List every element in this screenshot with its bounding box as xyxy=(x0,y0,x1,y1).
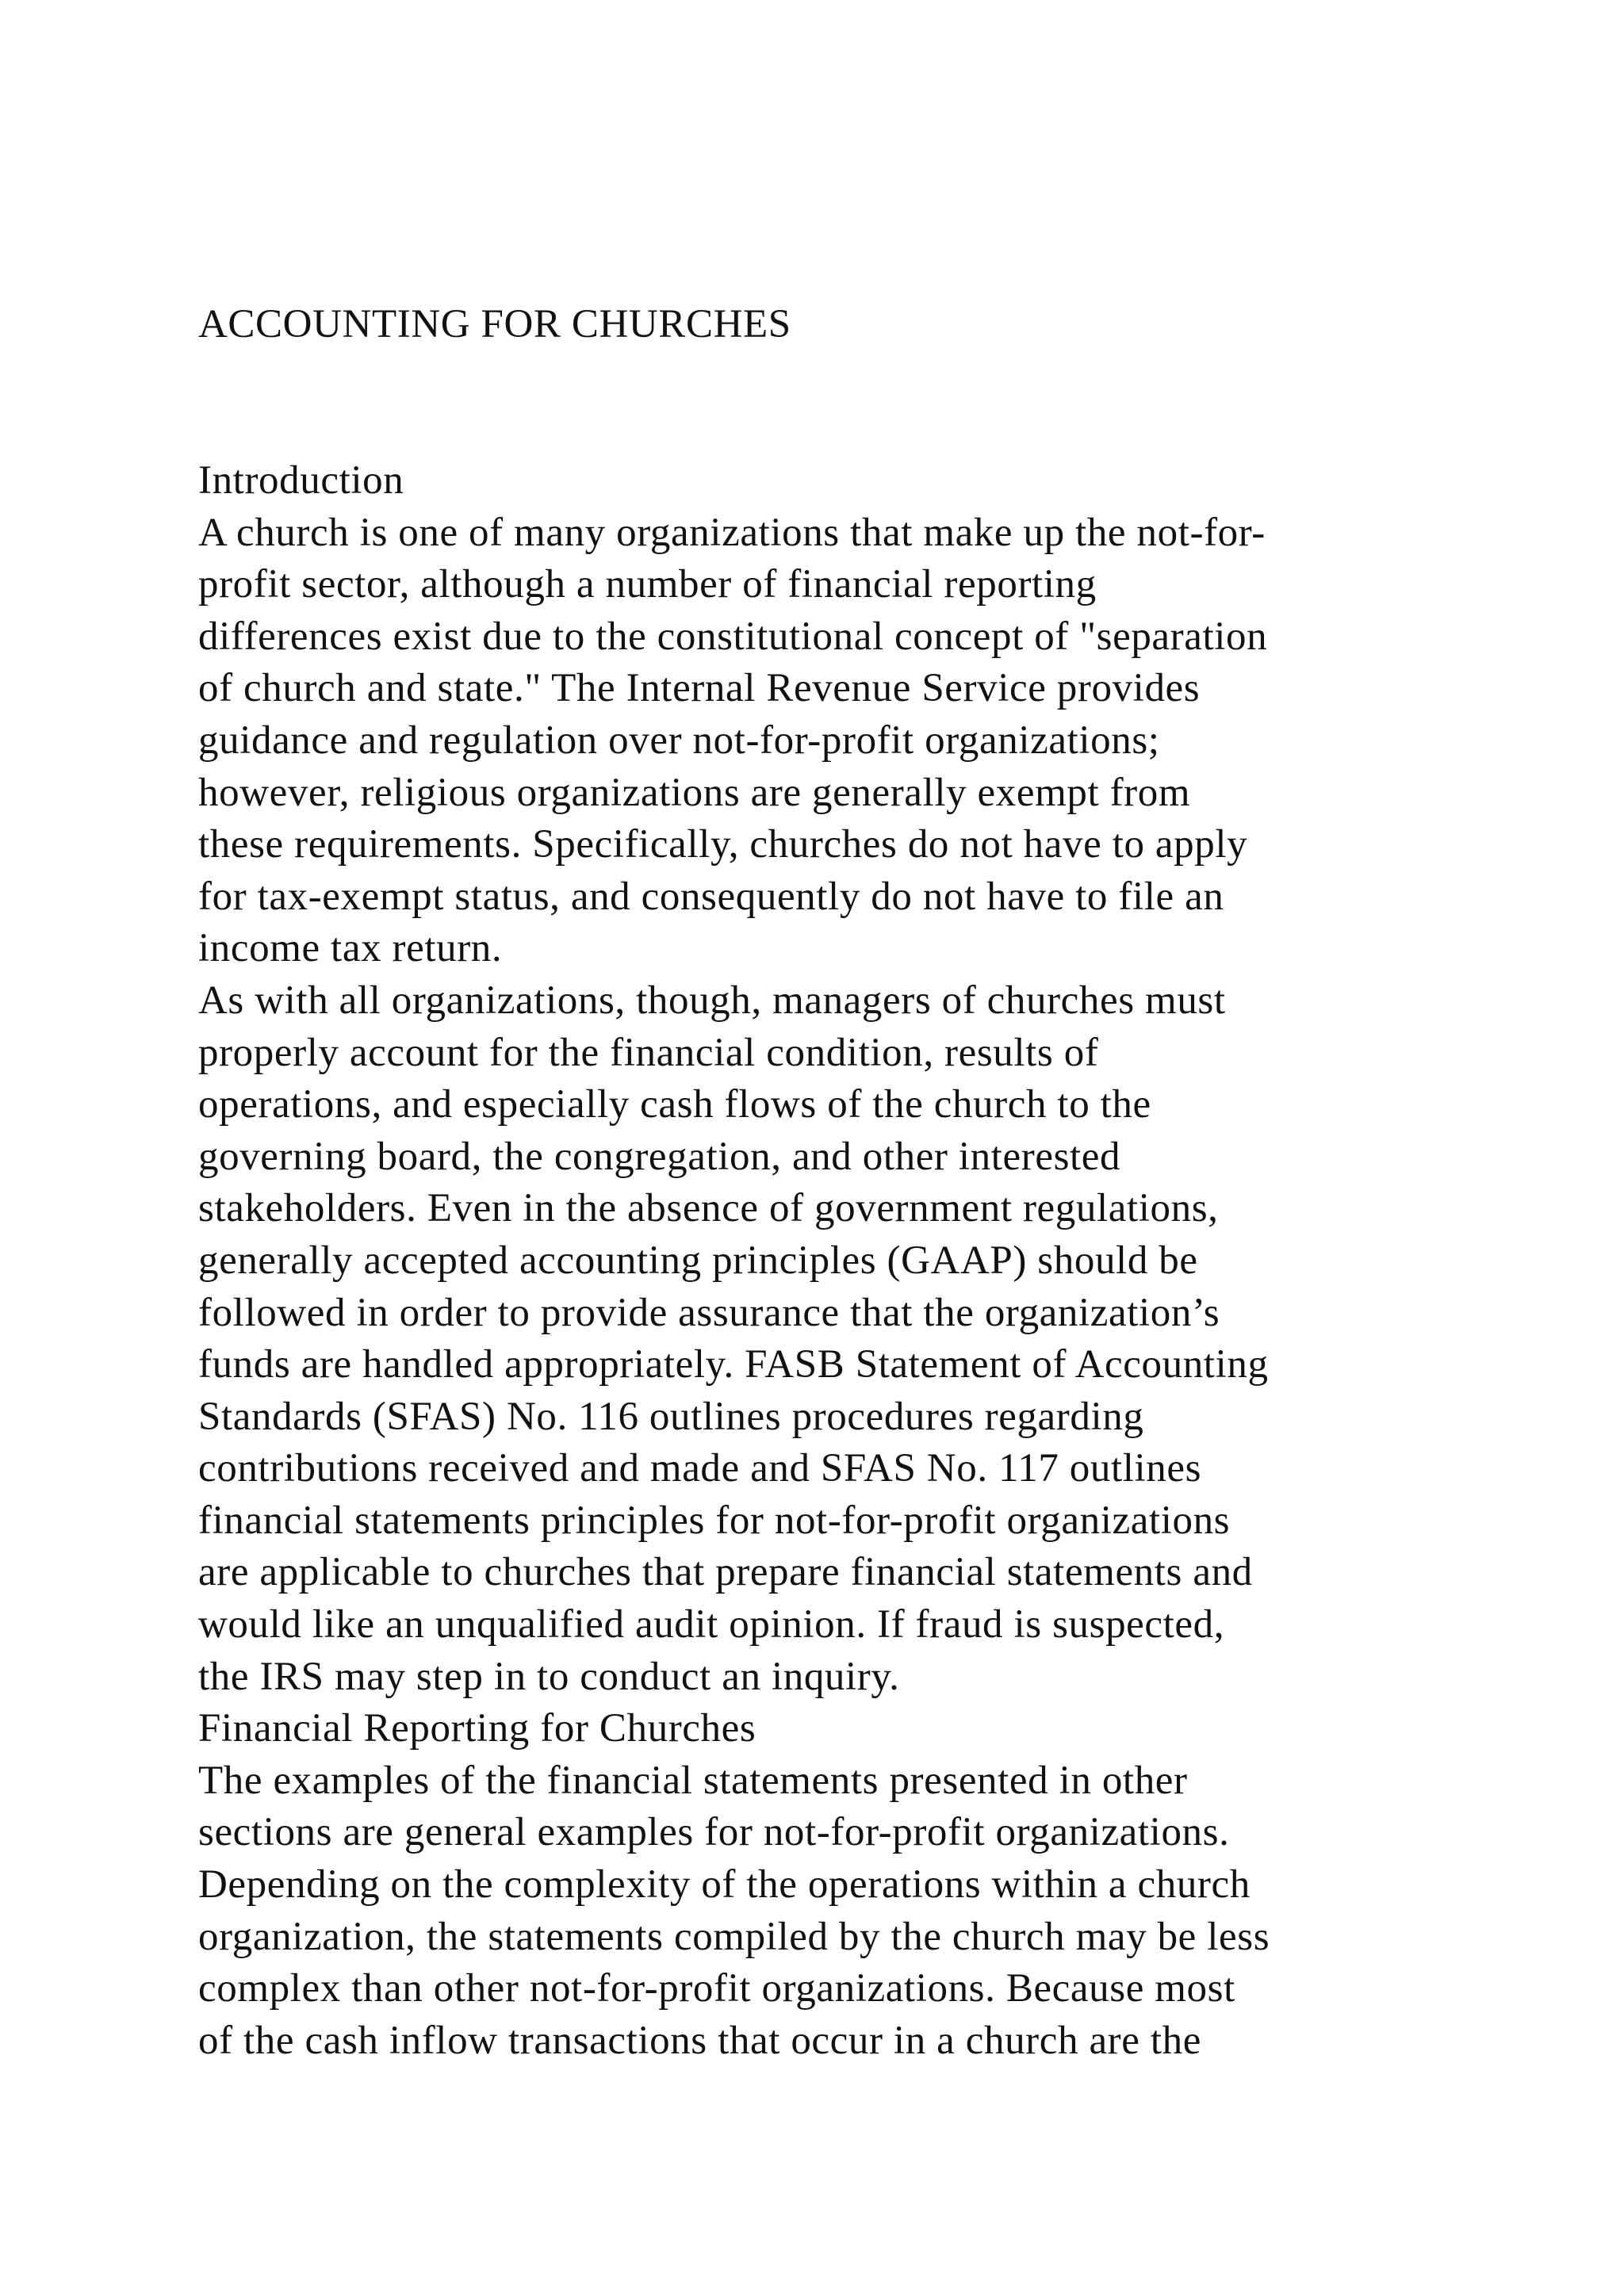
text-line: income tax return. xyxy=(198,926,503,971)
text-line: sections are general examples for not-for-profit organizations. xyxy=(198,1810,1230,1855)
text-line: As with all organizations, though, managers of churches must xyxy=(198,978,1226,1023)
text-line: financial statements principles for not-for-profit organizations xyxy=(198,1498,1231,1543)
text-line: would like an unqualified audit opinion. If fraud is suspected, xyxy=(198,1602,1225,1647)
text-line: guidance and regulation over not-for-profit organizations; xyxy=(198,718,1160,763)
text-line: for tax-exempt status, and consequently do not have to file an xyxy=(198,874,1224,919)
text-line: contributions received and made and SFAS No. 117 outlines xyxy=(198,1446,1202,1491)
text-line: operations, and especially cash flows of the church to the xyxy=(198,1082,1151,1127)
text-line: of the cash inflow transactions that occur in a church are the xyxy=(198,2018,1201,2063)
text-line: are applicable to churches that prepare financial statements and xyxy=(198,1550,1253,1595)
text-line: organization, the statements compiled by the church may be less xyxy=(198,1914,1270,1959)
text-line: Introduction xyxy=(198,458,404,503)
text-line: Standards (SFAS) No. 116 outlines procedures regarding xyxy=(198,1394,1144,1439)
text-line: the IRS may step in to conduct an inquiry. xyxy=(198,1654,900,1699)
text-line: funds are handled appropriately. FASB Statement of Accounting xyxy=(198,1342,1269,1387)
text-line: complex than other not-for-profit organizations. Because most xyxy=(198,1966,1235,2011)
text-line: profit sector, although a number of financial reporting xyxy=(198,562,1097,607)
text-line: properly account for the financial condition, results of xyxy=(198,1030,1099,1075)
text-line: of church and state." The Internal Revenue Service provides xyxy=(198,666,1201,711)
text-line: Depending on the complexity of the operations within a church xyxy=(198,1862,1251,1908)
document-body xyxy=(198,455,1507,2067)
document-title: ACCOUNTING FOR CHURCHES xyxy=(198,302,791,346)
text-line: The examples of the financial statements presented in other xyxy=(198,1758,1188,1803)
text-line: stakeholders. Even in the absence of government regulations, xyxy=(198,1186,1219,1231)
text-line: A church is one of many organizations that make up the not-for- xyxy=(198,510,1266,555)
text-line: Financial Reporting for Churches xyxy=(198,1706,756,1751)
text-line: these requirements. Specifically, churches do not have to apply xyxy=(198,822,1248,867)
text-line: governing board, the congregation, and other interested xyxy=(198,1134,1121,1179)
text-line: generally accepted accounting principles (GAAP) should be xyxy=(198,1238,1198,1283)
text-line: followed in order to provide assurance that the organization’s xyxy=(198,1290,1220,1335)
text-line: however, religious organizations are generally exempt from xyxy=(198,770,1191,815)
text-line: differences exist due to the constitutional concept of "separation xyxy=(198,614,1268,659)
